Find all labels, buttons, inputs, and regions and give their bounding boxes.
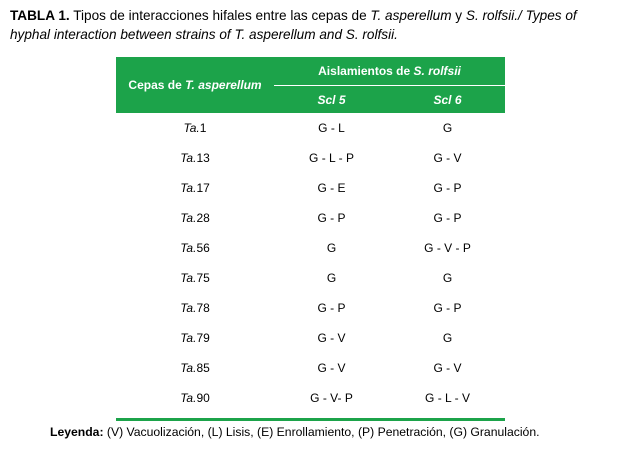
caption-text-d: and	[315, 27, 346, 42]
header-scl6: Scl 6	[433, 92, 462, 107]
legend-text: (V) Vacuolización, (L) Lisis, (E) Enrollamiento, (P) Penetración, (G) Granulación.	[103, 425, 540, 439]
header-cepas-prefix: Cepas de	[128, 78, 182, 92]
strain-cell: Ta. 1	[183, 121, 207, 135]
legend-label: Leyenda:	[50, 425, 104, 439]
table-header	[116, 57, 505, 113]
scl5-cell: G - P	[317, 301, 346, 315]
table-row	[116, 383, 505, 413]
table-row	[116, 263, 505, 293]
header-aislamientos	[274, 57, 505, 85]
strain-cell: Ta. 85	[180, 361, 210, 375]
caption-text-b: y	[451, 8, 466, 23]
table-caption	[10, 6, 616, 44]
table-body	[116, 113, 505, 413]
caption-text-a: Tipos de interacciones hifales entre las cepas de	[69, 8, 371, 23]
scl6-cell: G - P	[433, 301, 462, 315]
strain-cell: Ta. 78	[180, 301, 210, 315]
table-row	[116, 353, 505, 383]
caption-text-c: ./ Types of hyphal interaction between strains of	[10, 8, 577, 42]
header-scl5: Scl 5	[317, 92, 346, 107]
scl6-cell: G - V - P	[424, 241, 471, 255]
strain-cell: Ta. 13	[180, 151, 210, 165]
scl5-cell: G	[326, 271, 337, 285]
scl5-cell: G - V	[317, 331, 346, 345]
scl5-cell: G - L - P	[309, 151, 354, 165]
table-row	[116, 143, 505, 173]
caption-species-4: S. rolfsii	[345, 27, 395, 42]
caption-species-1: T. asperellum	[370, 8, 452, 23]
header-aisl-prefix: Aislamientos de	[318, 64, 411, 78]
table-row	[116, 173, 505, 203]
scl6-cell: G - P	[433, 181, 462, 195]
table-legend	[50, 424, 610, 440]
caption-text-e: .	[394, 27, 398, 42]
header-aisl-species: S. rolfsii	[413, 64, 461, 78]
caption-species-2: S. rolfsii	[465, 8, 515, 23]
strain-cell: Ta. 17	[180, 181, 210, 195]
scl6-cell: G	[442, 121, 453, 135]
strain-cell: Ta. 90	[180, 391, 210, 405]
table-row	[116, 203, 505, 233]
scl6-cell: G - V	[433, 151, 462, 165]
scl6-cell: G - P	[433, 211, 462, 225]
strain-cell: Ta. 56	[180, 241, 210, 255]
scl5-cell: G - E	[317, 181, 346, 195]
scl5-cell: G - L	[318, 121, 345, 135]
table-row	[116, 113, 505, 143]
table-row	[116, 293, 505, 323]
scl5-cell: G - V	[317, 361, 346, 375]
header-cepas-species: T. asperellum	[185, 78, 262, 92]
strain-cell: Ta. 28	[180, 211, 210, 225]
scl5-cell: G - V- P	[310, 391, 353, 405]
strain-cell: Ta. 79	[180, 331, 210, 345]
caption-label: TABLA 1.	[10, 8, 70, 23]
caption-species-3: T. asperellum	[234, 27, 316, 42]
scl6-cell: G	[442, 271, 453, 285]
scl5-cell: G	[326, 241, 337, 255]
scl6-cell: G - L - V	[425, 391, 470, 405]
table-row	[116, 323, 505, 353]
strain-cell: Ta. 75	[180, 271, 210, 285]
header-cepas	[116, 57, 274, 113]
scl5-cell: G - P	[317, 211, 346, 225]
scl6-cell: G - V	[433, 361, 462, 375]
table-row	[116, 233, 505, 263]
scl6-cell: G	[442, 331, 453, 345]
table-bottom-rule	[116, 418, 505, 421]
